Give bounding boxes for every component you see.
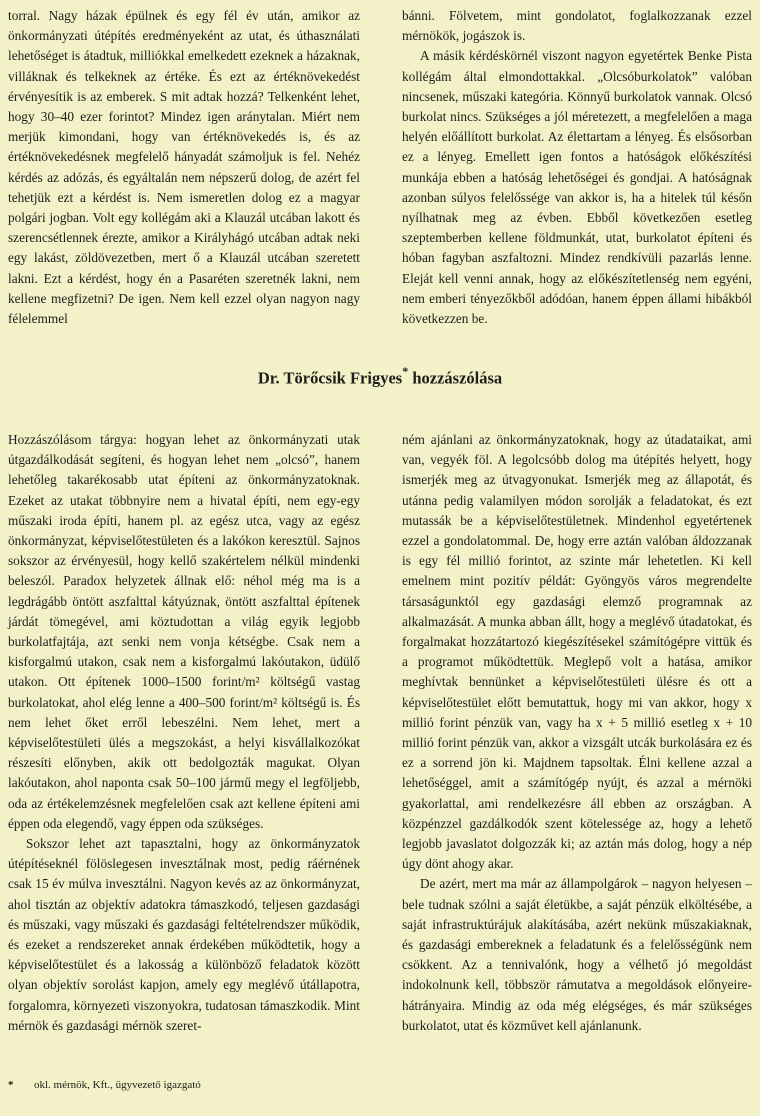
paragraph: A másik kérdéskörnél viszont nagyon egyetértek Benke Pista kollégám által elmondottakkal. „Olcsóburkolatok” valóban nincsenek, műszaki kategória. Könnyű burkolatok vannak. Olcsó burkolat nincs. Szükséges a jól méretezett, a megfelelően a maga helyén előállított burkolat. Az élettartam a lényeg. És elsősorban ez a lényeg. Emellett igen fontos a hatóságok előkészítési munkája ebben a hatóság lehetőségei és gondjai. A hatóságnak azonban súlyos felelőssége van akkor is, ha a hitelek túl későn nyílhatnak meg az évben. Ebből következően esetleg szeptemberben kellene földmunkát, utat, burkolatot építeni és hóban fagyban aszfaltozni. Mindez rendkívüli pazarlás lenne. Eleját kell venni annak, hogy az előkészítetlenség nem egyéni, nem emberi tényezőkből adódóan, hanem éppen állami hibákból következzen be. — [402, 48, 752, 327]
footnote-marker: * — [402, 364, 409, 378]
paragraph: torral. Nagy házak épülnek és egy fél év után, amikor az önkormányzati útépítés eredményeként az utat, és úthasználati lehetőséget is átadtuk, milliókkal emelkedett ezeknek a házaknak, villáknak és telkeknek az értéke. És ezt az értéknövekedést érvényesítik is az emberek. S mit adtak hozzá? Telkenként lehet, hogy 30–40 ezer forintot? Mindez igen aránytalan. Miért nem merjük kimondani, hogy van értéknövekedés is, és az értéknövekedésnek megfelelő hányadát számoljuk is fel. Nehéz kérdés az adózás, és egyáltalán nem népszerű dolog, de azért fel tehetjük ezt a kérdést is. Nem ismeretlen dolog ez a magyar polgári jogban. Volt egy kollégám aki a Klauzál utcában lakott és szerencsétlennek érezte, amikor a Királyhágó utcában adtak neki egy lakást, zöldövezetben, mert ő a Klauzál utcában szeretett lakni. Ezt a kérdést, hogy én a Pasaréten szeretnék lakni, nem kellene megfizetni? De igen. Nem kell ezzel olyan nagyon nagy félelemmel — [8, 8, 360, 327]
column-bottom-right — [402, 430, 752, 1036]
footnote — [8, 1078, 748, 1092]
heading-suffix: hozzászólása — [408, 368, 503, 388]
section-heading — [0, 366, 760, 389]
column-top-left — [8, 6, 360, 329]
paragraph: De azért, mert ma már az állampolgárok – nagyon helyesen – bele tudnak szólni a saját életükbe, a saját pénzük elköltésébe, a saját infrastruktúrájuk alakításába, azért nekünk műszakiaknak, és gazdasági embereknek a feladatunk és a felelősségünk nem csökkent. Az a tennivalónk, hogy a vélhető jó megoldást indokolnunk kell, többször rámutatva a megoldások előnyeire-hátrányaira. Mindig az oda még elégséges, és már szükséges burkolatot, utat és közművet kell ajánlanunk. — [402, 876, 752, 1033]
paragraph: Hozzászólásom tárgya: hogyan lehet az önkormányzati utak útgazdálkodását segíteni, és hogyan lehet nem „olcsó”, hanem lehetőleg takarékosabb utat építeni az önkormányzatoknak. Ezeket az utakat többnyire nem a hivatal építi, nem egy-egy műszaki iroda építi, hanem pl. az egész utca, vagy az egész önkormányzat, képviselőtestületen és a lakókon keresztül. Sajnos sokszor az érvényesül, hogy kellő szakértelem nélkül mindenki beleszól. Paradox helyzetek állnak elő: néhol még ma is a legdrágább öntött aszfalttal kátyúznak, öntött aszfalttal építenek járdát tömegével, ami köztudottan a világ egyik legjobb burkolatfajtája, azt senki nem vonja kétségbe. Csak nem a kisforgalmú utakon, csak nem a kisforgalmú lakóutakon, üdülő utakon. Ott építenek 1000–1500 forint/m² költségű vastag burkolatokat, ahol elég lenne a 400–500 forint/m² költségű is. És nem lehet őket erről lebeszélni. Nem lehet, mert a képviselőtestületi ülés a megszokást, a helyi kisvállalkozókat részesíti előnyben, akik ott bedolgozták magukat. Olyan lakóutakon, ahol naponta csak 50–100 jármű megy el legföljebb, oda az értékelemzésnek megfelelően csak azt kellene építeni ami éppen oda elegendő, vagy éppen oda szükséges. — [8, 432, 360, 831]
paragraph: ném ajánlani az önkormányzatoknak, hogy az útadataikat, ami van, vegyék föl. A legolcsóbb dolog ma útépítés helyett, hogy ismerjék meg az útvagyonukat. Ismerjék meg az állapotát, és utánna pedig valamilyen módon sorolják a feladatokat, és ezt mutassák be a képviselőtestületnek. Mindenhol egyetértenek ezzel a gondolatommal. De, hogy erre aztán valóban áldozzanak is egy fél millió forintot, az szinte már lehetetlen. Ki kell emelnem mint pozitív példát: Gyöngyös város megrendelte társaságunktól egy gazdasági elemző programnak az alkalmazását. A munka abban állt, hogy a meglévő útadatokat, és forgalmakat hozzátartozó kiegészítésekel számítógépre vittük és a programot működtettük. Meglepő volt a hatása, amikor meghívtak bennünket a képviselőtestületi ülésre és ott a képviselőtestület előtt bemutattuk, hogy mi van akkor, hogy x millió forint pénzük van, vagy ha x + 5 millió esetleg x + 10 millió forint pénzük van, akkor a vizsgált utcák burkolására ez és ez a sorrend jön ki. Majdnem tapsoltak. Élni kellene azzal a lehetőséggel, amit a számítógép nyújt, és azzal a mérnöki gyakorlattal, ami rendelkezésre áll ebben az országban. A közpénzzel gazdálkodók szent kötelessége az, hogy a lehető legjobb javaslatot dolgozzák ki; az aztán más dolog, hogy a nép úgy dönt ahogy akar. — [402, 432, 752, 872]
footnote-text: okl. mérnök, Kft., ügyvezető igazgató — [34, 1079, 201, 1091]
paragraph: Sokszor lehet azt tapasztalni, hogy az önkormányzatok útépítéseknél fölöslegesen invesztálnak most, pedig ráérnének csak 15 év múlva invesztálni. Nagyon kevés az az önkormányzat, ahol tisztán az objektív adatokra támaszkodó, teljesen gazdasági és műszaki, vagy műszaki és gazdasági feltételrendszer működik, és ezeket a rendszereket annak érdekében működtetik, hogy a képviselőtestület és a lakosság a különböző feladatok között olyan objektív sorolást kapjon, amely egy meglévő útállapotra, forgalomra, környezeti viszonyokra, tudatosan támaszkodik. Mint mérnök és gazdasági mérnök szeret- — [8, 836, 360, 1033]
column-top-right — [402, 6, 752, 329]
paragraph: bánni. Fölvetem, mint gondolatot, foglalkozzanak ezzel mérnökök, jogászok is. — [402, 8, 752, 44]
heading-author: Dr. Törőcsik Frigyes — [257, 368, 403, 388]
column-bottom-left — [8, 430, 360, 1036]
footnote-mark: * — [8, 1079, 14, 1091]
